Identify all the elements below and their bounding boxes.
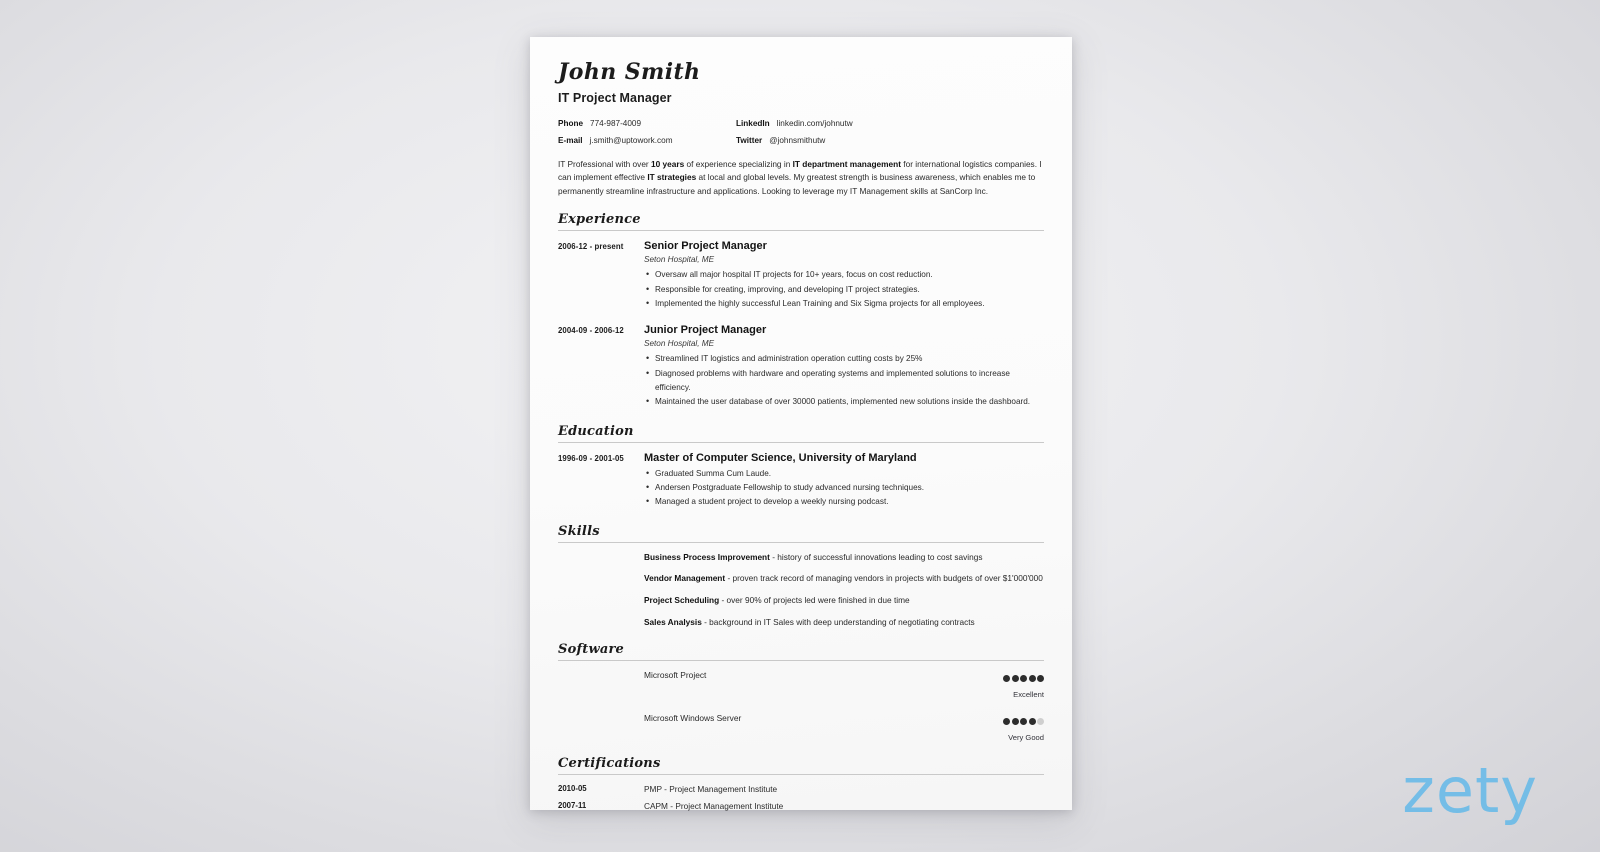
- software-item: [558, 713, 1044, 742]
- skill-text: [644, 595, 1044, 607]
- skill-item: [558, 595, 1044, 607]
- rating-dots: [984, 670, 1044, 686]
- contact-label: Phone: [558, 119, 584, 128]
- list-item: • Maintained the user database of over 30000 patients, implemented new solutions inside the dashboard.: [655, 395, 1044, 409]
- resume-header: [558, 59, 1044, 198]
- section-heading-certifications: Certifications: [558, 756, 1044, 775]
- summary-fragment: IT Professional with over: [558, 159, 651, 169]
- contact-linkedin: [736, 119, 1044, 128]
- skill-desc: - background in IT Sales with deep understanding of negotiating contracts: [701, 616, 975, 627]
- skill-item: [558, 552, 1044, 564]
- list-item: • Implemented the highly successful Lean Training and Six Sigma projects for all employees.: [655, 297, 1044, 311]
- education-dates: 1996-09 - 2001-05: [558, 453, 624, 463]
- list-item: • Graduated Summa Cum Laude.: [655, 467, 1044, 481]
- rating-dot-filled: [1003, 675, 1010, 682]
- rating-dot-filled: [1020, 675, 1027, 682]
- rating-dot-filled: [1003, 718, 1010, 725]
- software-name: Microsoft Project: [644, 670, 707, 681]
- experience-employer: Seton Hospital, ME: [644, 339, 715, 349]
- education-body: [644, 452, 1044, 510]
- experience-dates: 2004-09 - 2006-12: [558, 326, 624, 336]
- certification-text: PMP - Project Management Institute: [644, 784, 778, 795]
- summary-fragment: at local and global levels. My greatest strength is business awareness, which enables me to permanently streamline infrastructure and applications. Looking to leverage my IT Management skills at SanCorp Inc.: [558, 172, 1036, 196]
- experience-item: [558, 324, 1044, 409]
- education-title: Master of Computer Science, University of Maryland: [644, 451, 917, 464]
- rating-dot-filled: [1020, 718, 1027, 725]
- contact-value[interactable]: j.smith@uptowork.com: [589, 136, 673, 145]
- software-item: [558, 670, 1044, 699]
- rating-dot-filled: [1029, 718, 1036, 725]
- contact-phone: [558, 119, 736, 128]
- skill-text: [644, 552, 1044, 564]
- contact-value[interactable]: linkedin.com/johnutw: [776, 119, 853, 128]
- contact-label: LinkedIn: [736, 119, 770, 128]
- experience-body: [644, 324, 1044, 409]
- software-rating: [984, 670, 1044, 699]
- experience-title: Junior Project Manager: [644, 324, 767, 337]
- experience-title: Senior Project Manager: [644, 240, 767, 253]
- contact-label: E-mail: [558, 136, 583, 145]
- certification-text: CAPM - Project Management Institute: [644, 801, 784, 812]
- skill-desc: - over 90% of projects led were finished in due time: [719, 594, 910, 605]
- candidate-name: John Smith: [558, 59, 701, 85]
- section-heading-skills: Skills: [558, 524, 1044, 543]
- rating-dots: [984, 713, 1044, 729]
- summary-highlight: IT department management: [792, 159, 901, 169]
- list-item: • Andersen Postgraduate Fellowship to study advanced nursing techniques.: [655, 481, 1044, 495]
- rating-dot-filled: [1037, 675, 1044, 682]
- experience-dates: 2006-12 - present: [558, 242, 624, 252]
- skill-desc: - history of successful innovations leading to cost savings: [769, 551, 983, 562]
- experience-employer: Seton Hospital, ME: [644, 255, 715, 265]
- experience-bullets: [644, 352, 1044, 409]
- skills-list: [558, 552, 1044, 628]
- summary-fragment: for international logistics companies. I can implement effective: [558, 159, 1042, 183]
- section-heading-experience: Experience: [558, 212, 1044, 231]
- experience-bullets: [644, 268, 1044, 311]
- skill-text: [644, 573, 1044, 585]
- list-item: • Responsible for creating, improving, and developing IT project strategies.: [655, 283, 1044, 297]
- experience-body: [644, 240, 1044, 311]
- zety-watermark: zety: [1402, 754, 1538, 827]
- list-item: • Oversaw all major hospital IT projects for 10+ years, focus on cost reduction.: [655, 268, 1044, 282]
- skill-name: Vendor Management: [644, 573, 726, 584]
- software-rating: [984, 713, 1044, 742]
- section-heading-education: Education: [558, 424, 1044, 443]
- rating-dot-filled: [1012, 718, 1019, 725]
- list-item: • Streamlined IT logistics and administration operation cutting costs by 25%: [655, 352, 1044, 366]
- summary-highlight: IT strategies: [647, 172, 697, 183]
- professional-summary: [558, 158, 1044, 198]
- rating-dot-empty: [1037, 718, 1044, 725]
- skill-item: [558, 573, 1044, 585]
- certification-date: 2010-05: [558, 784, 587, 794]
- list-item: • Diagnosed problems with hardware and operating systems and implemented solutions to increase efficiency.: [655, 367, 1044, 396]
- skill-desc: - proven track record of managing vendors in projects with budgets of over $1'000'000: [725, 573, 1043, 584]
- software-name: Microsoft Windows Server: [644, 713, 742, 724]
- contact-value: 774-987-4009: [590, 119, 642, 128]
- education-list: [558, 452, 1044, 510]
- experience-list: [558, 240, 1044, 409]
- skill-text: [644, 617, 1044, 629]
- rating-dot-filled: [1012, 675, 1019, 682]
- list-item: • Managed a student project to develop a weekly nursing podcast.: [655, 495, 1044, 509]
- contact-email: [558, 136, 736, 145]
- contact-details: [558, 119, 1044, 145]
- summary-highlight: 10 years: [651, 159, 685, 169]
- skill-name: Sales Analysis: [644, 616, 702, 627]
- skill-name: Project Scheduling: [644, 594, 720, 605]
- software-level: Very Good: [1008, 733, 1044, 743]
- certification-item: [558, 801, 1044, 811]
- rating-dot-filled: [1029, 675, 1036, 682]
- contact-value[interactable]: @johnsmithutw: [769, 136, 826, 145]
- candidate-job-title: IT Project Manager: [558, 91, 672, 105]
- education-item: [558, 452, 1044, 510]
- certification-item: [558, 784, 1044, 794]
- resume-document: [530, 37, 1072, 810]
- experience-item: [558, 240, 1044, 311]
- resume-content: [530, 37, 1072, 811]
- software-level: Excellent: [1013, 690, 1044, 700]
- section-heading-software: Software: [558, 642, 1044, 661]
- education-bullets: [644, 467, 1044, 510]
- certifications-list: [558, 784, 1044, 811]
- contact-label: Twitter: [736, 136, 763, 145]
- contact-twitter: [736, 136, 1044, 145]
- skill-name: Business Process Improvement: [644, 551, 770, 562]
- software-list: [558, 670, 1044, 742]
- skill-item: [558, 617, 1044, 629]
- certification-date: 2007-11: [558, 801, 587, 811]
- summary-fragment: of experience specializing in: [684, 159, 793, 169]
